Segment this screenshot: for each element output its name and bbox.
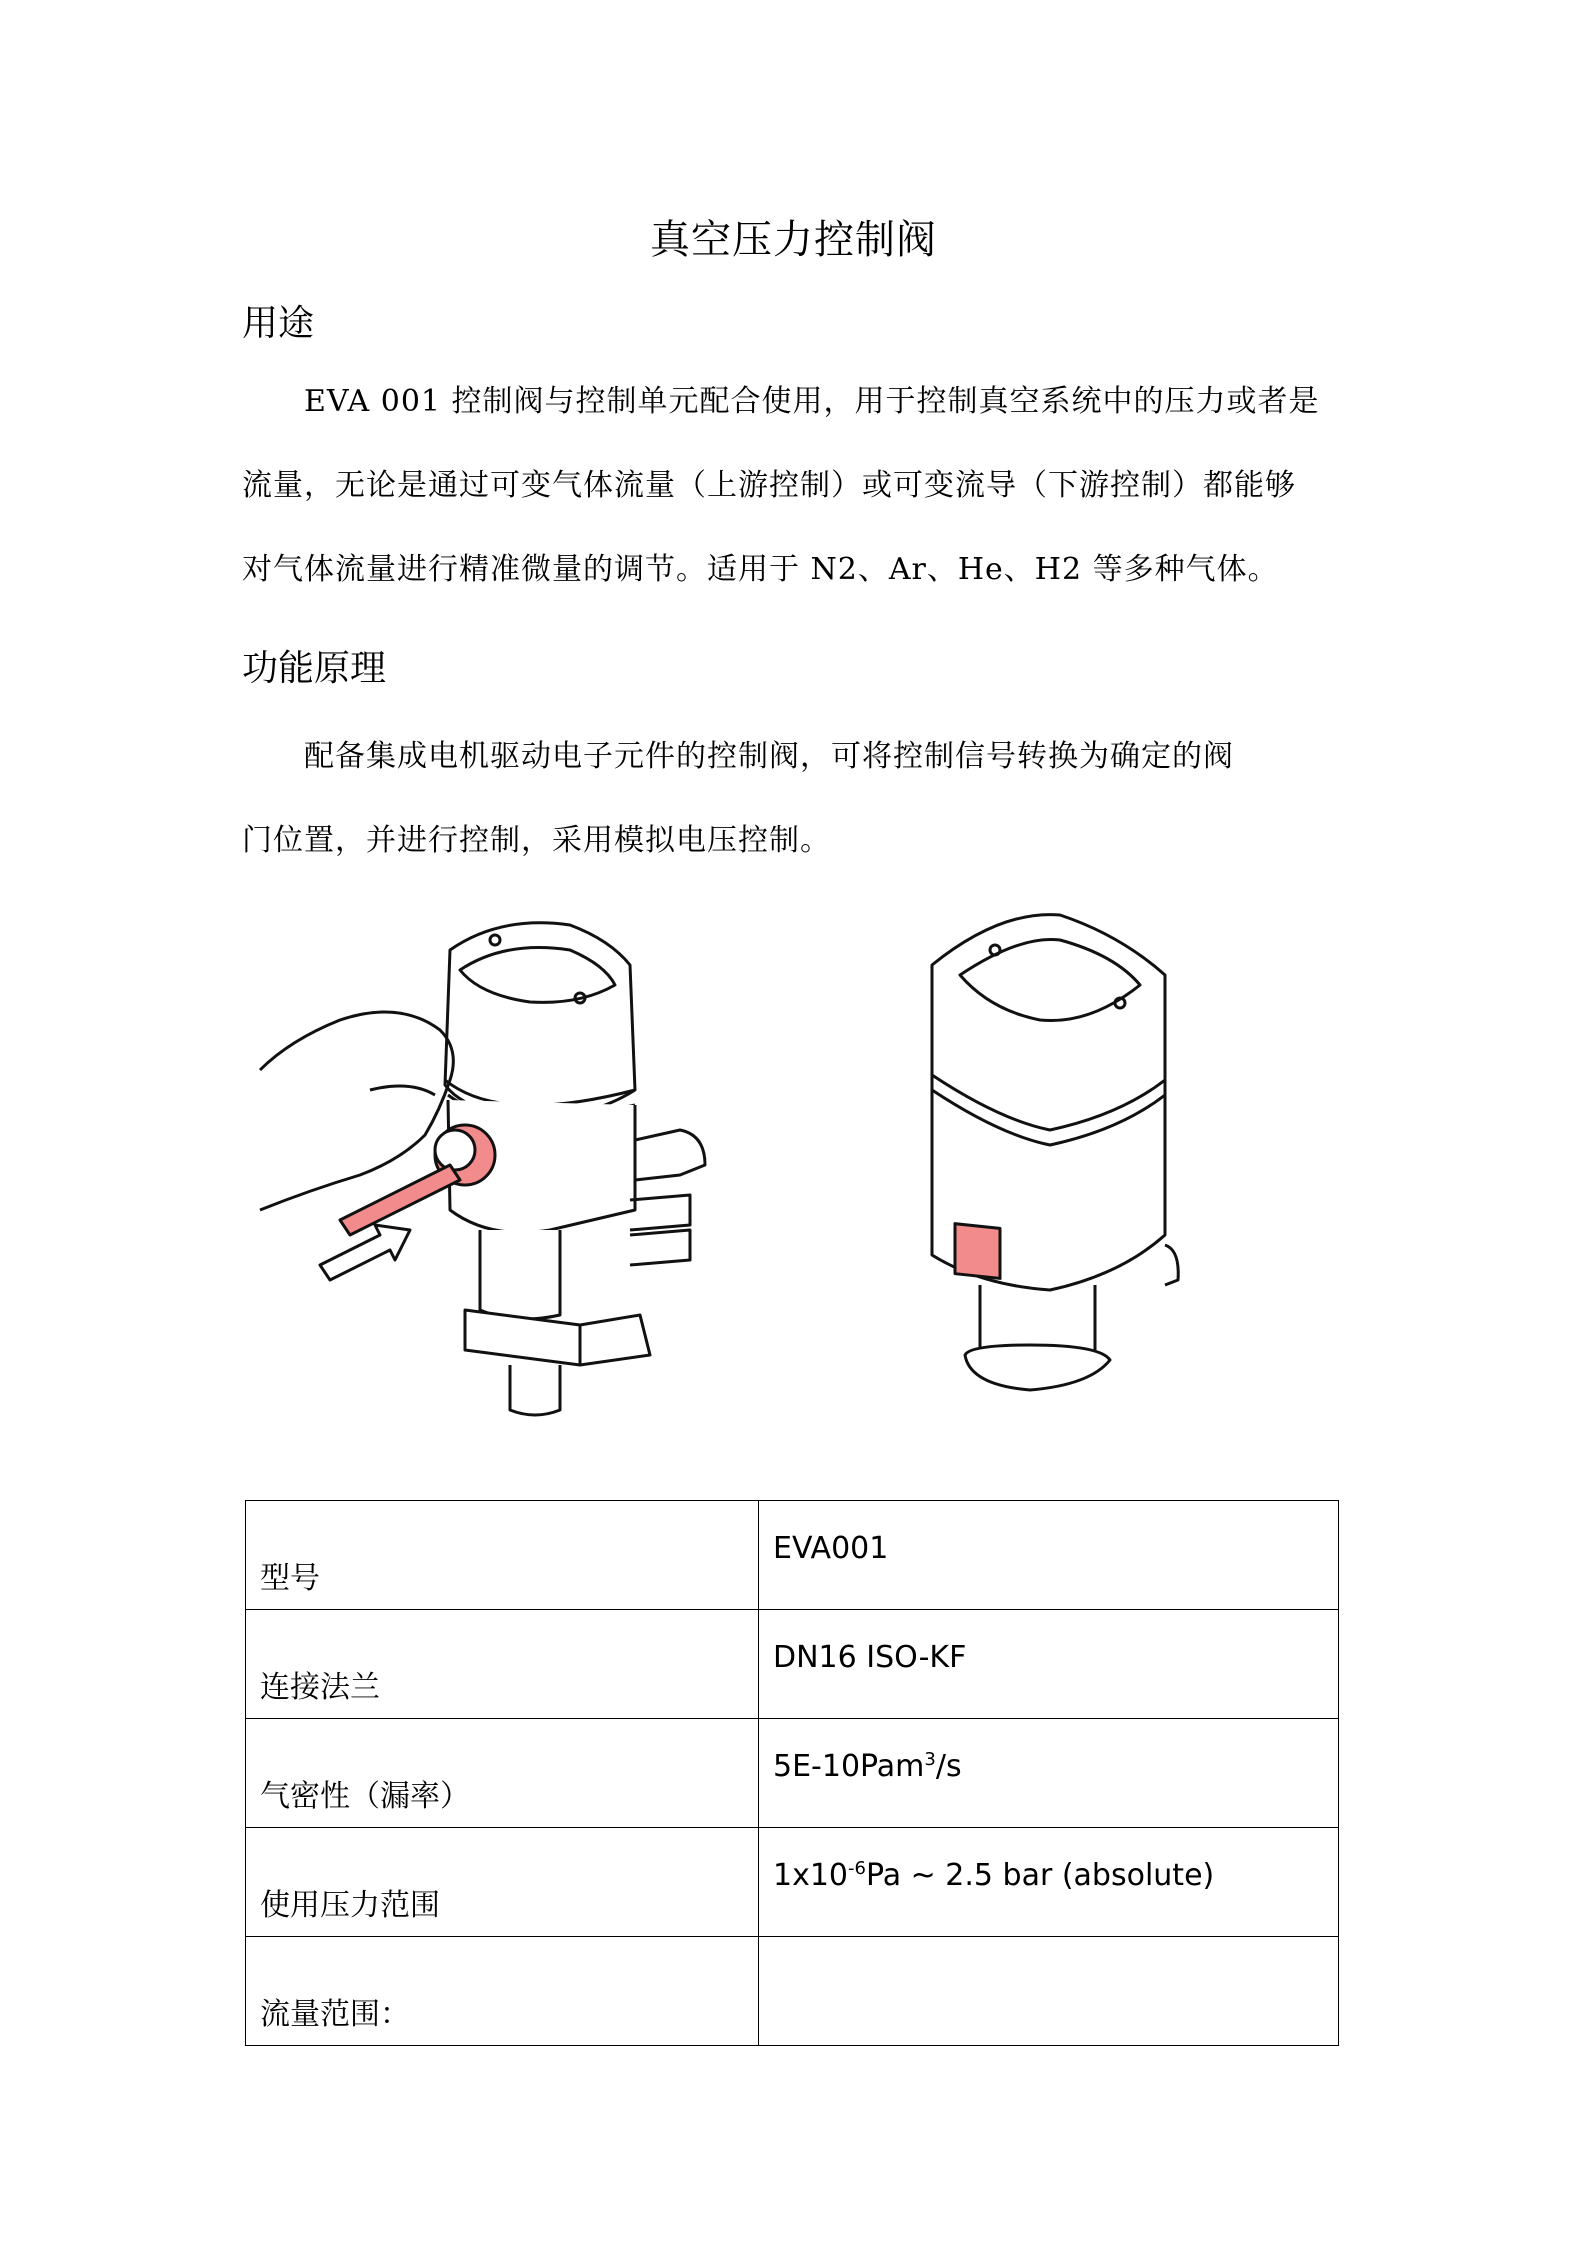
table-row xyxy=(246,1719,1339,1828)
usage-line-3: 对气体流量进行精准微量的调节。适用于 N2、Ar、He、H2 等多种气体。 xyxy=(242,552,1279,587)
usage-line-1: EVA 001 控制阀与控制单元配合使用，用于控制真空系统中的压力或者是 xyxy=(304,384,1320,419)
section-heading-principle: 功能原理 xyxy=(242,648,387,689)
row-value: $1x10^{-6}Pa$ ~ 2.5 bar (absolute) xyxy=(759,1828,1339,1937)
principle-line-2: 门位置，并进行控制，采用模拟电压控制。 xyxy=(242,823,831,858)
row-value: 5E-10Pam$^3$/s xyxy=(759,1719,1339,1828)
page-title: 真空压力控制阀 xyxy=(650,217,937,263)
row-key: 型号 xyxy=(246,1501,759,1610)
row-value xyxy=(759,1937,1339,2046)
row-key: 使用压力范围 xyxy=(246,1828,759,1937)
row-value: DN16 ISO-KF xyxy=(759,1610,1339,1719)
spec-table xyxy=(245,1500,1339,2046)
table-row xyxy=(246,1610,1339,1719)
row-key: 流量范围： xyxy=(246,1937,759,2046)
principle-line-1: 配备集成电机驱动电子元件的控制阀，可将控制信号转换为确定的阀 xyxy=(304,739,1234,774)
section-heading-usage: 用途 xyxy=(242,303,315,344)
row-value: EVA001 xyxy=(759,1501,1339,1610)
valve-with-hand-illustration xyxy=(250,910,730,1430)
table-row xyxy=(246,1828,1339,1937)
usage-line-2: 流量，无论是通过可变气体流量（上游控制）或可变流导（下游控制）都能够 xyxy=(242,468,1296,503)
usage-paragraph xyxy=(242,360,1362,612)
row-key: 连接法兰 xyxy=(246,1610,759,1719)
table-row xyxy=(246,1937,1339,2046)
valve-front-illustration xyxy=(920,905,1180,1425)
principle-paragraph xyxy=(242,715,1362,883)
table-row xyxy=(246,1501,1339,1610)
row-key: 气密性（漏率） xyxy=(246,1719,759,1828)
